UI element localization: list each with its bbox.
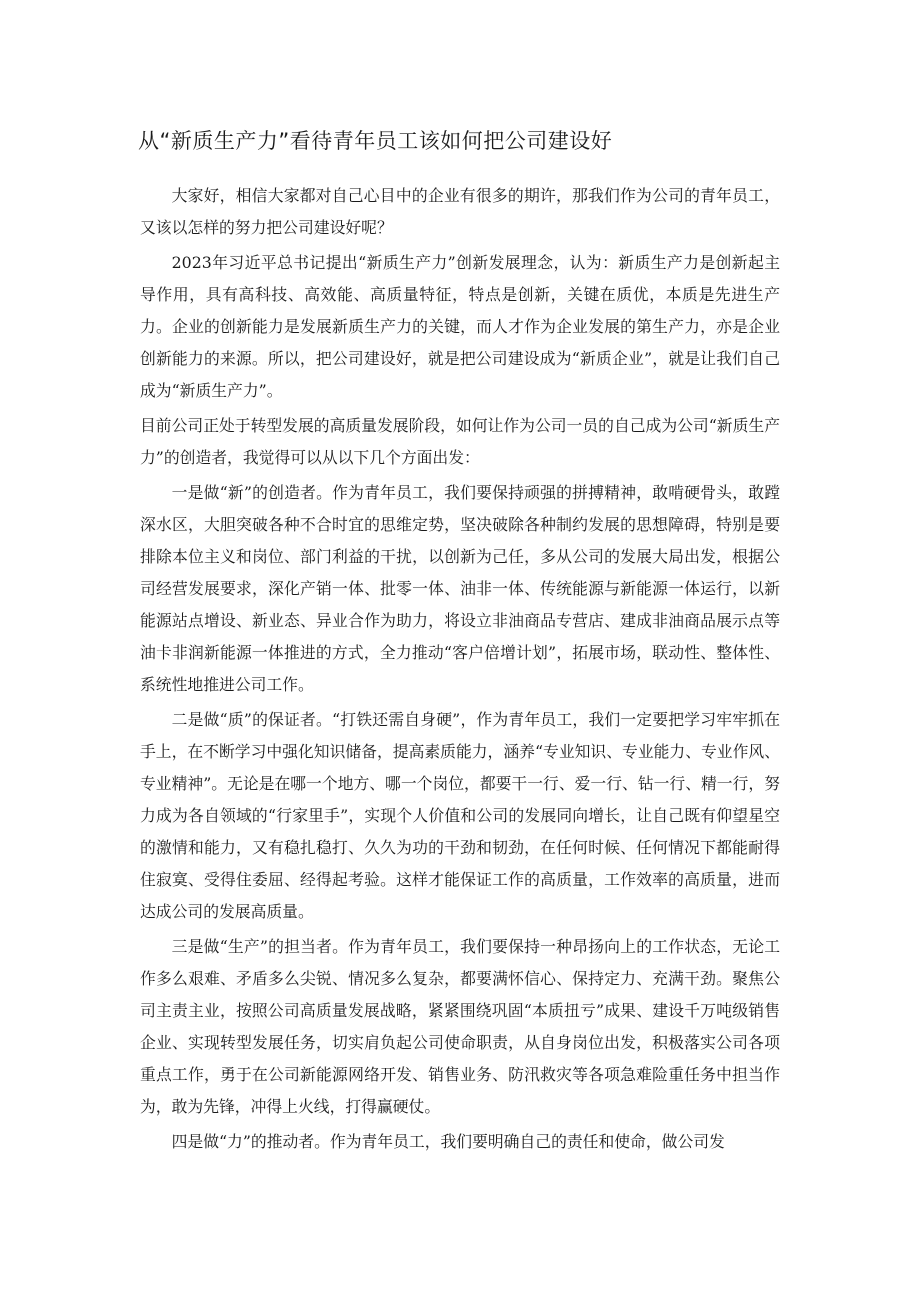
paragraph-concept: 2023年习近平总书记提出“新质生产力”创新发展理念，认为：新质生产力是创新起主导作用，具有高科技、高效能、高质量特征，特点是创新，关键在质优，本质是先进生产力。企业的创新能力是发展新质生产力的关键，而人才作为企业发展的第生产力，亦是企业创新能力的来源。所以，把公司建设好，就是把公司建设成为“新质企业”，就是让我们自己成为“新质生产力”。 — [140, 253, 780, 400]
paragraph-point-three: 三是做“生产”的担当者。作为青年员工，我们要保持一种昂扬向上的工作状态，无论工作多么艰难、矛盾多么尖锐、情况多么复杂，都要满怀信心、保持定力、充满干劲。聚焦公司主责主业，按照公司高质量发展战略，紧紧围绕巩固“本质扭亏”成果、建设千万吨级销售企业、实现转型发展任务，切实肩负起公司使命职责，从自身岗位出发，积极落实公司各项重点工作，勇于在公司新能源网络开发、销售业务、防汛救灾等各项急难险重任务中担当作为，敢为先锋，冲得上火线，打得赢硬仗。 — [140, 937, 780, 1116]
paragraph-point-one: 一是做“新”的创造者。作为青年员工，我们要保持顽强的拼搏精神，敢啃硬骨头，敢蹚深水区，大胆突破各种不合时宜的思维定势，坚决破除各种制约发展的思想障碍，特别是要排除本位主义和岗位、部门利益的干扰，以创新为己任，多从公司的发展大局出发，根据公司经营发展要求，深化产销一体、批零一体、油非一体、传统能源与新能源一体运行，以新能源站点增设、新业态、异业合作为助力，将设立非油商品专营店、建成非油商品展示点等油卡非润新能源一体推进的方式，全力推动“客户倍增计划”，拓展市场，联动性、整体性、系统性地推进公司工作。 — [140, 483, 780, 694]
paragraph-greeting: 大家好，相信大家都对自己心目中的企业有很多的期许，那我们作为公司的青年员工，又该以怎样的努力把公司建设好呢？ — [140, 186, 780, 237]
document-body — [140, 180, 780, 1161]
paragraph-point-two: 二是做“质”的保证者。“打铁还需自身硬”，作为青年员工，我们一定要把学习牢牢抓在手上，在不断学习中强化知识储备，提高素质能力，涵养“专业知识、专业能力、专业作风、专业精神”。无论是在哪一个地方、哪一个岗位，都要干一行、爱一行、钻一行、精一行，努力成为各自领域的“行家里手”，实现个人价值和公司的发展同向增长，让自己既有仰望星空的激情和能力，又有稳扎稳打、久久为功的干劲和韧劲，在任何时候、任何情况下都能耐得住寂寞、受得住委屈、经得起考验。这样才能保证工作的高质量，工作效率的高质量，进而达成公司的发展高质量。 — [140, 710, 780, 921]
document-title: 从“新质生产力”看待青年员工该如何把公司建设好 — [138, 129, 613, 153]
paragraph-intro: 目前公司正处于转型发展的高质量发展阶段，如何让作为公司一员的自己成为公司“新质生产力”的创造者，我觉得可以从以下几个方面出发： — [140, 416, 780, 467]
paragraph-point-four: 四是做“力”的推动者。作为青年员工，我们要明确自己的责任和使命，做公司发 — [171, 1132, 725, 1151]
